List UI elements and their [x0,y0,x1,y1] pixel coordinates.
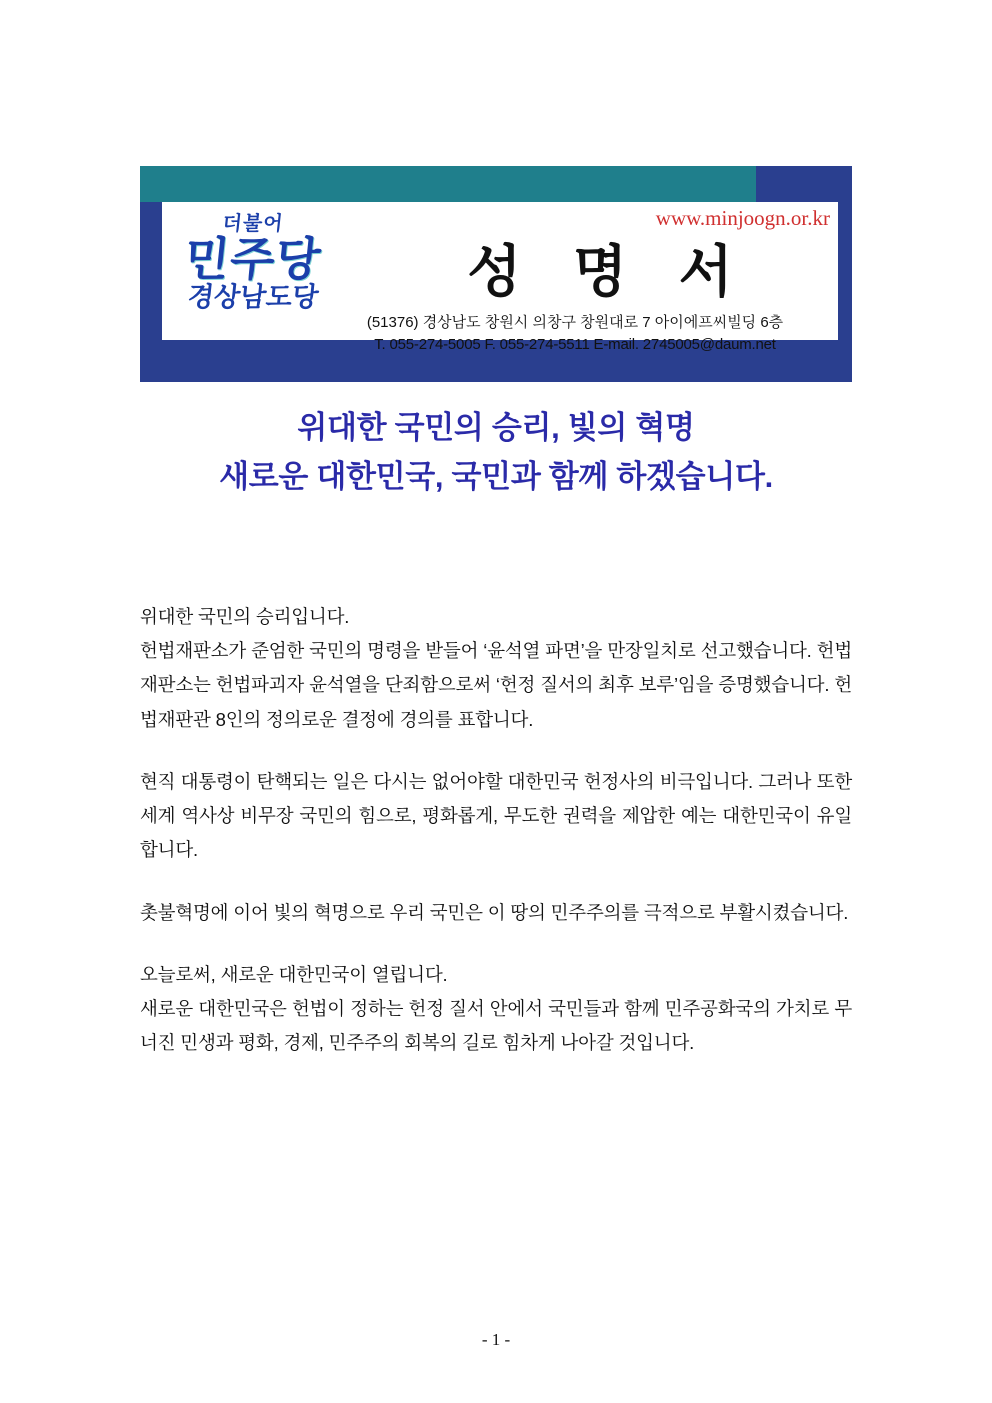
logo-line-2: 민주당 [182,233,324,285]
letterhead-left-bar [140,202,162,340]
letterhead-right-bar [838,202,852,340]
headline-line-1: 위대한 국민의 승리, 빛의 혁명 [297,410,695,445]
paragraph-5: 오늘로써, 새로운 대한민국이 열립니다. [140,963,448,985]
logo-line-1: 더불어 [221,213,285,235]
paragraph-4: 촛불혁명에 이어 빛의 혁명으로 우리 국민은 이 땅의 민주주의를 극적으로 부활시켰습니다. [140,901,849,923]
statement-body [140,600,852,1060]
letterhead [140,166,852,382]
phone-email-line: T. 055-274-5005 F. 055-274-5511 E-mail. 2745005@daum.net [374,335,776,353]
headline [0,404,992,502]
website-url[interactable]: www.minjoogn.or.kr [655,206,830,230]
page-number: - 1 - [481,1330,511,1349]
address-line: (51376) 경상남도 창원시 의창구 창원대로 7 아이에프씨빌딩 6층 [366,314,784,331]
contact-info [310,312,840,356]
letterhead-top-band-accent [756,166,852,202]
logo-line-3: 경상남도당 [186,282,320,312]
paragraph-6: 새로운 대한민국은 헌법이 정하는 헌정 질서 안에서 국민들과 함께 민주공화국의 가치로 무너진 민생과 평화, 경제, 민주주의 회복의 길로 힘차게 나아갈 것입니다. [140,997,852,1054]
headline-line-2: 새로운 대한민국, 국민과 함께 하겠습니다. [219,458,773,494]
paragraph-1: 위대한 국민의 승리입니다. [140,606,350,627]
letterhead-top-band [140,166,852,202]
paragraph-3: 현직 대통령이 탄핵되는 일은 다시는 없어야할 대한민국 헌정사의 비극입니다. 그러나 또한 세계 역사상 비무장 국민의 힘으로, 평화롭게, 무도한 권력을 제압한 예는 대한민국이 유일합니다. [140,770,852,861]
paragraph-2: 헌법재판소가 준엄한 국민의 명령을 받들어 ‘윤석열 파면’을 만장일치로 선고했습니다. 헌법재판소는 헌법파괴자 윤석열을 단죄함으로써 ‘헌정 질서의 최후 보루’임을 증명했습니다. 헌법재판관 8인의 정의로운 결정에 경의를 표합니다. [140,640,852,730]
document-title: 성 명 서 [467,240,751,303]
